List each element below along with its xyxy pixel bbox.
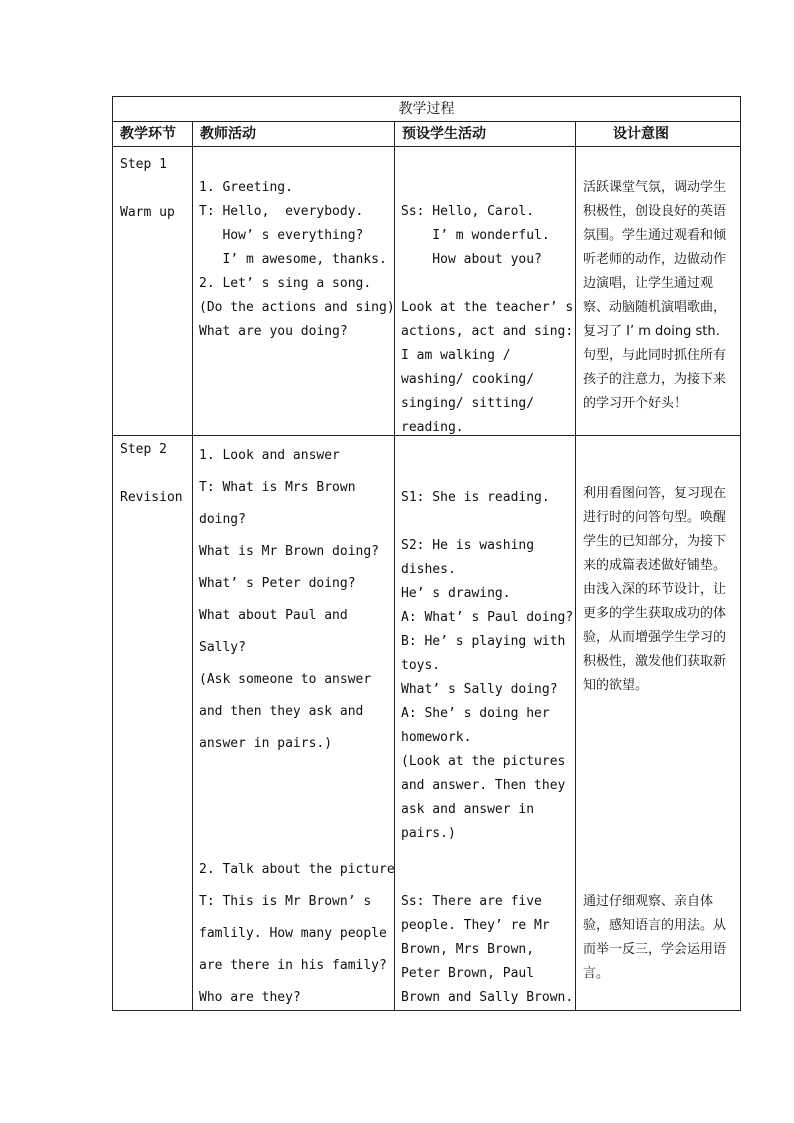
- student-line: toys.: [401, 658, 441, 673]
- lesson-process-table: [112, 96, 741, 1011]
- student-line: S1: She is reading.: [401, 490, 550, 505]
- student-line: singing/ sitting/: [401, 396, 535, 411]
- teacher-line: (Do the actions and sing): [199, 300, 395, 315]
- teacher-line: 2. Talk about the picture: [199, 862, 395, 877]
- student-line: I am walking /: [401, 348, 511, 363]
- student-line: reading.: [401, 420, 464, 435]
- teacher-line: Who are they?: [199, 990, 301, 1005]
- teacher-line: answer in pairs.): [199, 736, 333, 751]
- teacher-line: 2. Let’ s sing a song.: [199, 276, 372, 291]
- teacher-line: T: Hello, everybody.: [199, 204, 364, 219]
- step1-student-lines: [401, 200, 573, 440]
- student-line: washing/ cooking/: [401, 372, 535, 387]
- step1-name: Step 1: [120, 157, 167, 172]
- student-line: [401, 510, 573, 534]
- student-line: actions, act and sing:: [401, 324, 574, 339]
- step1-stage-cell: [113, 147, 193, 435]
- teacher-line: What’ s Peter doing?: [199, 576, 356, 591]
- teacher-line: famlily. How many people: [199, 926, 387, 941]
- step2-intent-text-b: 通过仔细观察、亲自体验，感知语言的用法。从而举一反三，学会运用语言。: [583, 894, 727, 981]
- student-line: Ss: Hello, Carol.: [401, 204, 535, 219]
- student-line: A: What’ s Paul doing?: [401, 610, 574, 625]
- teacher-line: I’ m awesome, thanks.: [199, 252, 387, 267]
- step2-name: Step 2: [120, 442, 167, 457]
- student-line: dishes.: [401, 562, 456, 577]
- teacher-line: 1. Greeting.: [199, 180, 293, 195]
- teacher-line: T: What is Mrs Brown: [199, 480, 356, 495]
- teacher-line: 1. Look and answer: [199, 448, 340, 463]
- teacher-line: What are you doing?: [199, 324, 348, 339]
- step2-student-lines-b: [401, 890, 573, 1010]
- step2-teacher-lines-a: [199, 440, 379, 760]
- header-design-intent: 设计意图: [613, 126, 669, 142]
- step1-teacher-lines: [199, 176, 395, 344]
- student-line: Brown and Sally Brown.: [401, 990, 574, 1005]
- teacher-line: What about Paul and: [199, 608, 348, 623]
- teacher-line: are there in his family?: [199, 958, 387, 973]
- student-line: Brown, Mrs Brown,: [401, 942, 535, 957]
- header-student-activity: 预设学生活动: [402, 126, 486, 142]
- header-cell-stage: [113, 122, 193, 146]
- student-line: He’ s drawing.: [401, 586, 511, 601]
- header-teacher-activity: 教师活动: [200, 126, 256, 142]
- teacher-line: What is Mr Brown doing?: [199, 544, 380, 559]
- table-row-step1: [113, 147, 740, 436]
- step2-student-cell: [395, 436, 576, 1010]
- teacher-line: (Ask someone to answer: [199, 672, 372, 687]
- student-line: Ss: There are five: [401, 894, 542, 909]
- table-row-step2: [113, 436, 740, 1010]
- student-line: ask and answer in: [401, 802, 535, 817]
- student-line: S2: He is washing: [401, 538, 535, 553]
- student-line: and answer. Then they: [401, 778, 566, 793]
- step2-stage-cell: [113, 436, 193, 1010]
- student-line: pairs.): [401, 826, 456, 841]
- student-line: Look at the teacher’ s: [401, 300, 574, 315]
- student-line: (Look at the pictures: [401, 754, 566, 769]
- step2-intent-text-a: 利用看图问答，复习现在进行时的问答句型。唤醒学生的已知部分，为接下来的成篇表述做好铺垫。由浅入深的环节设计，让更多的学生获取成功的体验，从而增强学生学习的积极性，激发他们获取新知的欲望。: [583, 486, 727, 693]
- step1-phase: Warm up: [120, 205, 175, 220]
- table-title: 教学过程: [398, 101, 455, 117]
- step2-teacher-lines-b: [199, 854, 395, 1014]
- step1-teacher-cell: [193, 147, 395, 435]
- teacher-line: doing?: [199, 512, 246, 527]
- teacher-line: How’ s everything?: [199, 228, 364, 243]
- table-title-row: [113, 97, 740, 122]
- step2-teacher-cell: [193, 436, 395, 1010]
- header-cell-teacher: [193, 122, 395, 146]
- student-line: What’ s Sally doing?: [401, 682, 558, 697]
- header-cell-intent: [576, 122, 740, 146]
- teacher-line: Sally?: [199, 640, 246, 655]
- step2-intent-cell: [576, 436, 740, 1010]
- teacher-line: and then they ask and: [199, 704, 364, 719]
- header-stage: 教学环节: [120, 126, 176, 142]
- student-line: I’ m wonderful.: [401, 228, 550, 243]
- student-line: A: She’ s doing her: [401, 706, 550, 721]
- student-line: B: He’ s playing with: [401, 634, 566, 649]
- step1-intent-cell: [576, 147, 740, 435]
- student-line: homework.: [401, 730, 472, 745]
- step2-student-lines-a: [401, 486, 573, 846]
- student-line: How about you?: [401, 252, 542, 267]
- teacher-line: T: This is Mr Brown’ s: [199, 894, 372, 909]
- table-header-row: [113, 122, 740, 147]
- step1-student-cell: [395, 147, 576, 435]
- student-line: people. They’ re Mr: [401, 918, 550, 933]
- header-cell-student: [395, 122, 576, 146]
- student-line: [401, 272, 573, 296]
- student-line: Peter Brown, Paul: [401, 966, 535, 981]
- step1-intent-text: 活跃课堂气氛，调动学生积极性，创设良好的英语氛围。学生通过观看和倾听老师的动作，边做动作边演唱，让学生通过观察、动脑随机演唱歌曲，复习了 I’ m doing sth. 句型，与此同时抓住所有孩子的注意力，为接下来的学习开个好头！: [583, 180, 727, 411]
- step2-phase: Revision: [120, 490, 183, 505]
